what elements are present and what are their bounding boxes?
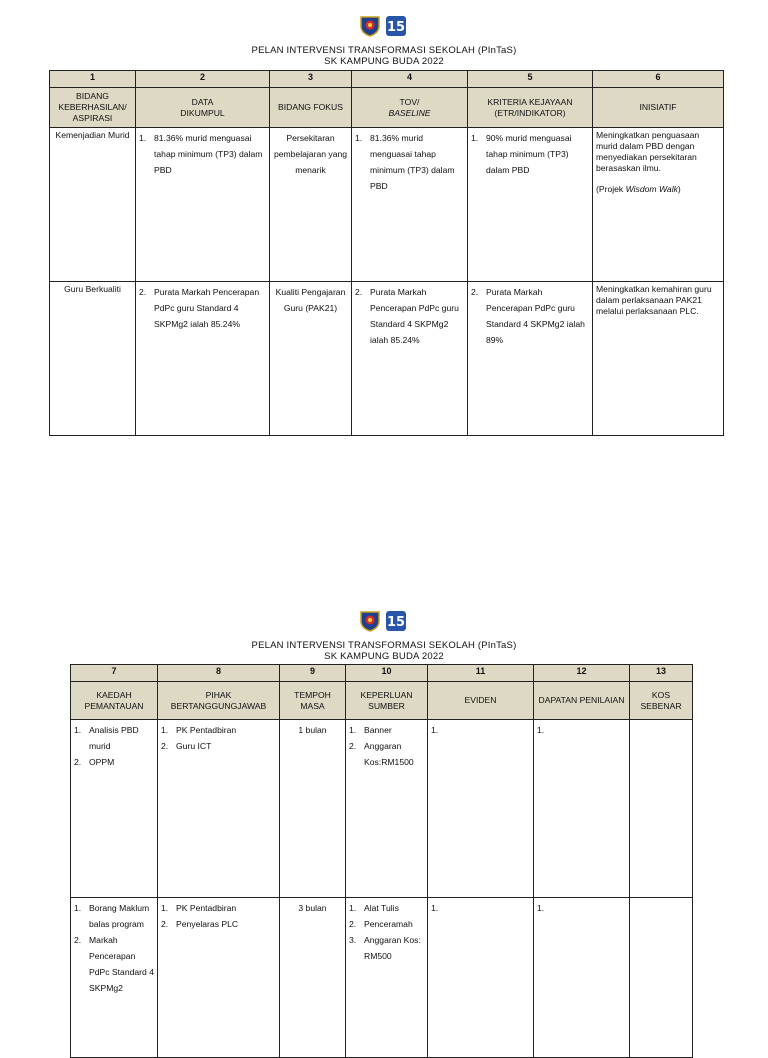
item-number: 2. bbox=[349, 741, 357, 751]
cell-kos bbox=[630, 898, 693, 1058]
svg-text:15: 15 bbox=[386, 20, 406, 35]
item-number: 1. bbox=[161, 725, 169, 735]
cell-eviden: 1. bbox=[428, 720, 534, 898]
header-eviden: EVIDEN bbox=[428, 682, 534, 720]
note-text: Wisdom Walk bbox=[625, 184, 678, 194]
cell-fokus: Persekitaran pembelajaran yang menarik bbox=[270, 128, 352, 282]
header-inisiatif: INISIATIF bbox=[593, 88, 724, 128]
cell-kriteria bbox=[468, 128, 593, 282]
page-title-2 bbox=[0, 640, 768, 662]
header-data-dikumpul bbox=[136, 88, 270, 128]
cell-aspirasi: Kemenjadian Murid bbox=[50, 128, 136, 282]
cell-tov bbox=[352, 128, 468, 282]
header-kriteria-kejayaan: KRITERIA KEJAYAAN (ETR/INDIKATOR) bbox=[468, 88, 593, 128]
header-kos: KOS SEBENAR bbox=[630, 682, 693, 720]
logo-group-bottom bbox=[359, 610, 407, 632]
col-number: 4 bbox=[352, 71, 468, 88]
col-number: 6 bbox=[593, 71, 724, 88]
cell-tempoh: 3 bulan bbox=[280, 898, 346, 1058]
ministry-15-logo bbox=[385, 15, 407, 37]
cell-pihak bbox=[158, 898, 280, 1058]
header-dapatan: DAPATAN PENILAIAN bbox=[534, 682, 630, 720]
cell-inisiatif: Meningkatkan kemahiran guru dalam perlaksanaan PAK21 melalui perlaksanaan PLC. bbox=[593, 282, 724, 436]
cell-data bbox=[136, 128, 270, 282]
item-text: Anggaran Kos:RM1500 bbox=[364, 741, 414, 767]
cell-kaedah bbox=[71, 898, 158, 1058]
item-text: Purata Markah Pencerapan PdPc guru Standard 4 SKPMg2 ialah 85.24% bbox=[154, 287, 260, 329]
item-text: PK Pentadbiran bbox=[176, 725, 237, 735]
table-row bbox=[71, 898, 693, 1058]
table-row bbox=[50, 128, 724, 282]
header-aspirasi: BIDANG KEBERHASILAN/ ASPIRASI bbox=[50, 88, 136, 128]
item-number: 2. bbox=[139, 287, 147, 297]
svg-text:15: 15 bbox=[386, 615, 406, 630]
cell-kriteria bbox=[468, 282, 593, 436]
col-number: 10 bbox=[346, 665, 428, 682]
col-number: 8 bbox=[158, 665, 280, 682]
item-number: 1. bbox=[349, 903, 357, 913]
school-crest-logo bbox=[359, 15, 381, 37]
title-line-1: PELAN INTERVENSI TRANSFORMASI SEKOLAH (PInTaS) bbox=[251, 640, 517, 651]
col-number: 9 bbox=[280, 665, 346, 682]
table-row bbox=[50, 282, 724, 436]
inisiatif-note bbox=[596, 184, 720, 195]
cell-tov bbox=[352, 282, 468, 436]
item-text: Borang Maklum balas program bbox=[89, 903, 150, 929]
header-sumber: KEPERLUAN SUMBER bbox=[346, 682, 428, 720]
item-number: 3. bbox=[349, 935, 357, 945]
item-number: 1. bbox=[74, 903, 82, 913]
item-text: Analisis PBD murid bbox=[89, 725, 139, 751]
cell-sumber bbox=[346, 898, 428, 1058]
item-text: 90% murid menguasai tahap minimum (TP3) dalam PBD bbox=[486, 133, 572, 175]
item-number: 1. bbox=[349, 725, 357, 735]
cell-tempoh: 1 bulan bbox=[280, 720, 346, 898]
item-text: OPPM bbox=[89, 757, 115, 767]
col-number: 13 bbox=[630, 665, 693, 682]
item-number: 2. bbox=[74, 757, 82, 767]
title-line-1: PELAN INTERVENSI TRANSFORMASI SEKOLAH (PInTaS) bbox=[251, 45, 517, 56]
header-text: BASELINE bbox=[388, 107, 431, 118]
item-number: 2. bbox=[161, 741, 169, 751]
item-number: 2. bbox=[471, 287, 479, 297]
item-text: 81.36% murid menguasai tahap minimum (TP3) dalam PBD bbox=[154, 133, 263, 175]
item-number: 1. bbox=[74, 725, 82, 735]
header-text: DATA bbox=[191, 96, 214, 107]
col-number: 7 bbox=[71, 665, 158, 682]
cell-inisiatif bbox=[593, 128, 724, 282]
cell-dapatan: 1. bbox=[534, 898, 630, 1058]
item-text: Penceramah bbox=[364, 919, 413, 929]
cell-fokus: Kualiti Pengajaran Guru (PAK21) bbox=[270, 282, 352, 436]
item-text: PK Pentadbiran bbox=[176, 903, 237, 913]
header-pihak: PIHAK BERTANGGUNGJAWAB bbox=[158, 682, 280, 720]
item-number: 1. bbox=[355, 133, 363, 143]
header-kaedah: KAEDAH PEMANTAUAN bbox=[71, 682, 158, 720]
title-line-2: SK KAMPUNG BUDA 2022 bbox=[324, 56, 444, 67]
header-tempoh: TEMPOH MASA bbox=[280, 682, 346, 720]
cell-dapatan: 1. bbox=[534, 720, 630, 898]
item-text: Penyelaras PLC bbox=[176, 919, 239, 929]
item-text: Markah Pencerapan PdPc Standard 4 SKPMg2 bbox=[89, 935, 154, 993]
item-text: 81.36% murid menguasai tahap minimum (TP3) dalam PBD bbox=[370, 133, 455, 191]
item-text: Purata Markah Pencerapan PdPc guru Standard 4 SKPMg2 ialah 89% bbox=[486, 287, 585, 345]
col-number: 5 bbox=[468, 71, 593, 88]
item-text: Guru ICT bbox=[176, 741, 212, 751]
cell-pihak bbox=[158, 720, 280, 898]
cell-sumber bbox=[346, 720, 428, 898]
cell-eviden: 1. bbox=[428, 898, 534, 1058]
inisiatif-text: Meningkatkan penguasaan murid dalam PBD dengan menyediakan persekitaran berasaskan ilmu. bbox=[596, 130, 700, 173]
item-text: Alat Tulis bbox=[364, 903, 399, 913]
title-line-2: SK KAMPUNG BUDA 2022 bbox=[324, 651, 444, 662]
item-number: 2. bbox=[349, 919, 357, 929]
logo-group-top bbox=[359, 15, 407, 37]
item-number: 2. bbox=[355, 287, 363, 297]
col-number: 2 bbox=[136, 71, 270, 88]
header-text: TOV/ bbox=[399, 96, 420, 107]
note-text: ) bbox=[677, 184, 681, 194]
item-number: 1. bbox=[471, 133, 479, 143]
ministry-15-logo bbox=[385, 610, 407, 632]
item-text: Banner bbox=[364, 725, 392, 735]
col-number: 1 bbox=[50, 71, 136, 88]
intervention-table-2 bbox=[70, 664, 693, 1058]
col-number: 12 bbox=[534, 665, 630, 682]
header-bidang-fokus: BIDANG FOKUS bbox=[270, 88, 352, 128]
item-text: Anggaran Kos: RM500 bbox=[364, 935, 421, 961]
table-row bbox=[71, 720, 693, 898]
item-number: 1. bbox=[161, 903, 169, 913]
item-number: 1. bbox=[139, 133, 147, 143]
cell-aspirasi: Guru Berkualiti bbox=[50, 282, 136, 436]
intervention-table-1 bbox=[49, 70, 724, 436]
header-text: DIKUMPUL bbox=[180, 107, 225, 118]
cell-kaedah bbox=[71, 720, 158, 898]
item-number: 2. bbox=[161, 919, 169, 929]
note-text: (Projek bbox=[596, 184, 626, 194]
col-number: 3 bbox=[270, 71, 352, 88]
school-crest-logo bbox=[359, 610, 381, 632]
header-tov-baseline bbox=[352, 88, 468, 128]
page-title-1 bbox=[0, 45, 768, 67]
cell-kos bbox=[630, 720, 693, 898]
cell-data bbox=[136, 282, 270, 436]
item-text: Purata Markah Pencerapan PdPc guru Standard 4 SKPMg2 ialah 85.24% bbox=[370, 287, 459, 345]
item-number: 2. bbox=[74, 935, 82, 945]
col-number: 11 bbox=[428, 665, 534, 682]
